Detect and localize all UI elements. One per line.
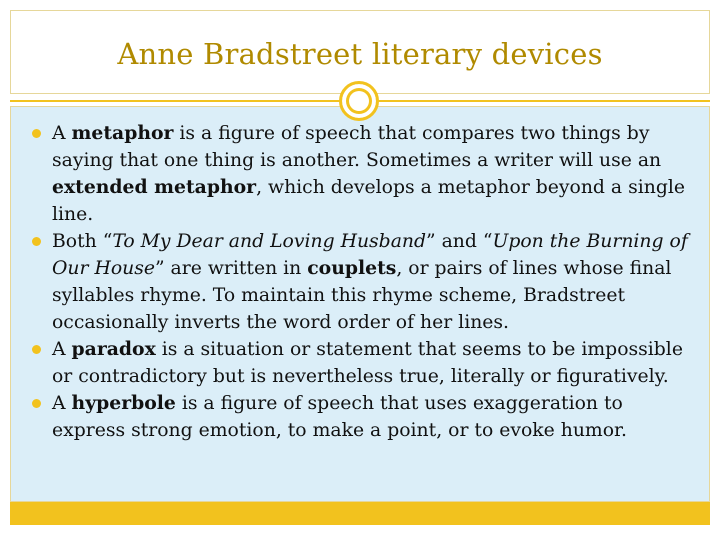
text: ” and “ (426, 231, 493, 252)
text: Both “ (52, 231, 113, 252)
term-paradox: paradox (71, 338, 156, 360)
text: , or pairs of lines whose final syllables rhyme. To maintain this rhyme scheme, Bradstreet occasionally inverts the word order of her lines. (52, 258, 672, 333)
poem-title: Upon the Burning of Our House (52, 231, 688, 279)
bullet-dot-icon (32, 399, 41, 408)
text: is a figure of speech that uses exaggeration to express strong emotion, to make a point, or to evoke humor. (52, 393, 627, 441)
term-hyperbole: hyperbole (71, 392, 176, 414)
text: is a situation or statement that seems to be impossible or contradictory but is nevertheless true, literally or figuratively. (52, 339, 683, 387)
bullet-dot-icon (32, 237, 41, 246)
text: is a figure of speech that compares two things by saying that one thing is another. Sometimes a writer will use an (52, 123, 662, 171)
text: ” are written in (154, 258, 308, 279)
bullet-item-couplets (30, 228, 698, 336)
term-couplets: couplets (307, 257, 397, 279)
slide-title: Anne Bradstreet literary devices (117, 37, 603, 71)
bullet-list (30, 120, 698, 444)
ring-ornament-icon (339, 81, 379, 121)
bullet-dot-icon (32, 345, 41, 354)
bullet-dot-icon (32, 129, 41, 138)
text: A (52, 123, 72, 144)
bullet-item-hyperbole (30, 390, 698, 444)
term-metaphor: metaphor (71, 122, 174, 144)
bottom-accent-bar (10, 502, 710, 525)
term-extended-metaphor: extended metaphor (52, 176, 257, 198)
text: A (52, 339, 72, 360)
bullet-item-paradox (30, 336, 698, 390)
bullet-item-metaphor (30, 120, 698, 228)
text: A (52, 393, 72, 414)
poem-title: To My Dear and Loving Husband (112, 231, 427, 252)
text: , which develops a metaphor beyond a single line. (52, 177, 685, 225)
